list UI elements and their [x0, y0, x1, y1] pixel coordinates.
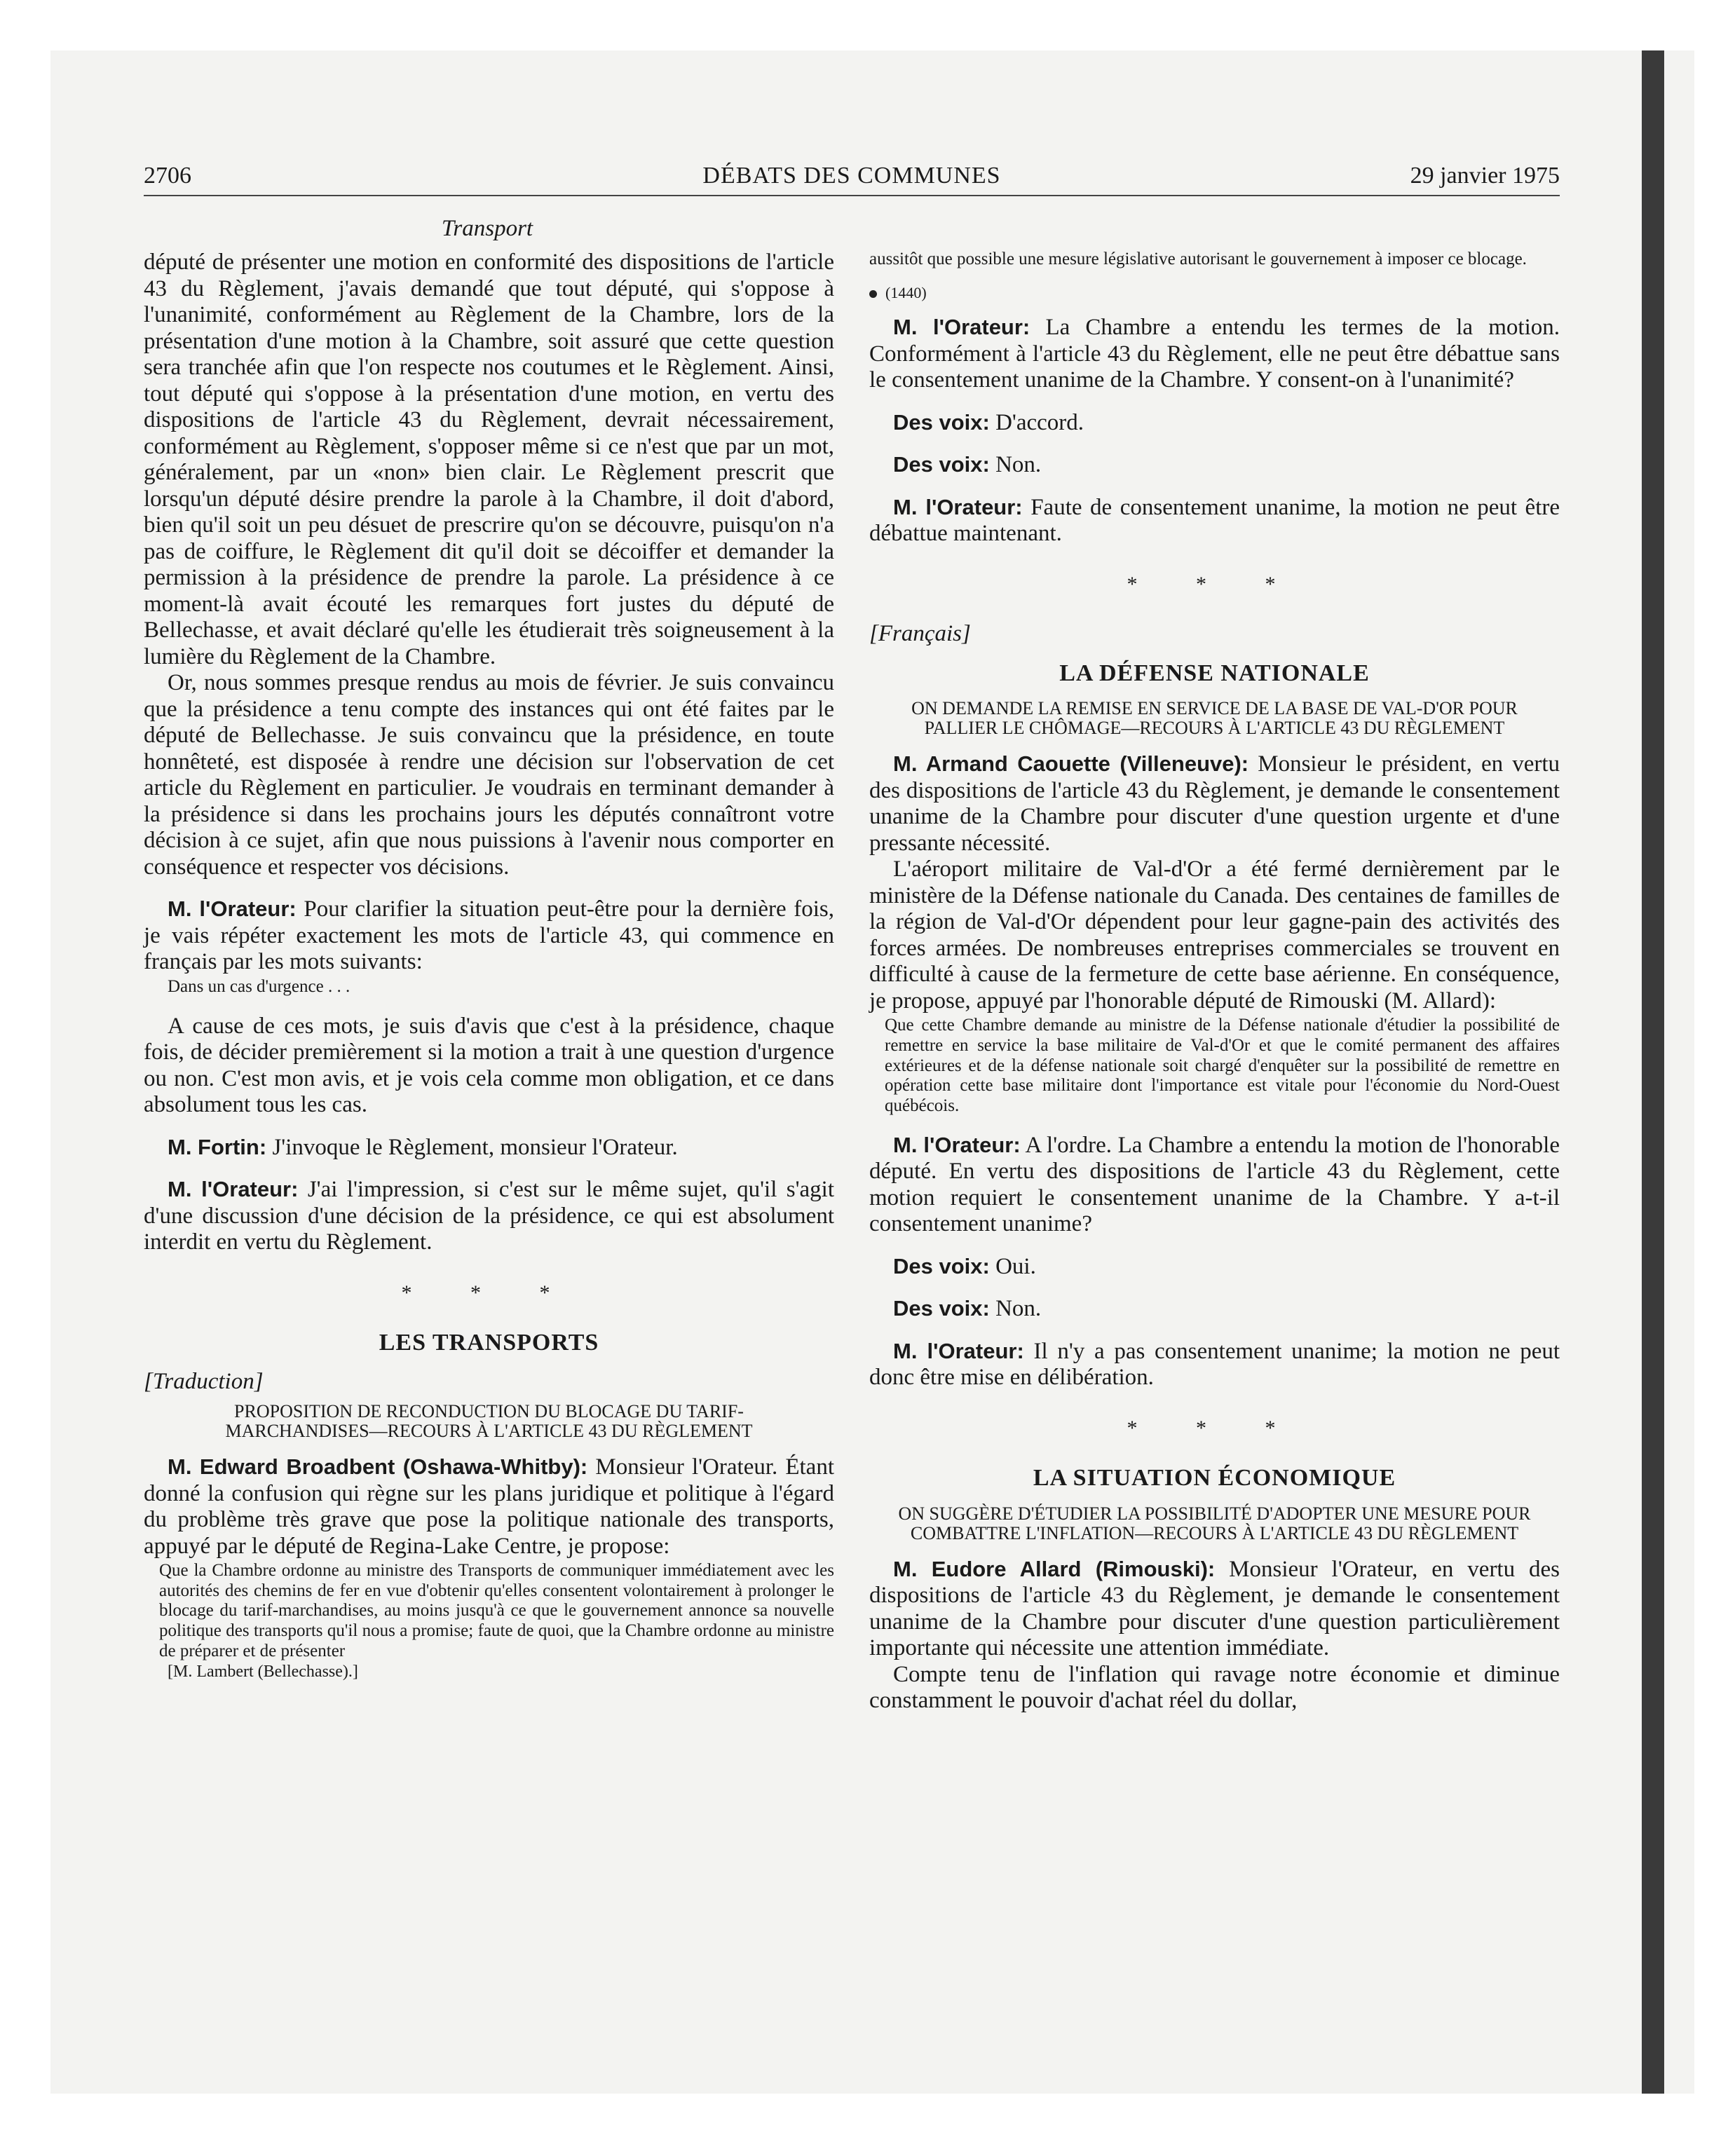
speaker-name: M. l'Orateur:: [168, 896, 297, 921]
speaker-name: M. l'Orateur:: [168, 1177, 299, 1201]
signature-line: [M. Lambert (Bellechasse).]: [168, 1662, 358, 1681]
section-title: LA SITUATION ÉCONOMIQUE: [1033, 1465, 1396, 1492]
page-header: [144, 163, 1560, 195]
speech: [869, 1556, 1560, 1662]
section-separator: * * *: [1127, 572, 1302, 596]
motion-continuation: [869, 250, 1560, 270]
section-subtitle: PROPOSITION DE RECONDUCTION DU BLOCAGE DU TARIF-MARCHANDISES—RECOURS À L'ARTICLE 43 DU RÈGLEMENT: [225, 1401, 753, 1441]
section-subtitle: ON DEMANDE LA REMISE EN SERVICE DE LA BASE DE VAL-D'OR POUR PALLIER LE CHÔMAGE—RECOURS À L'ARTICLE 43 DU RÈGLEMENT: [911, 698, 1518, 739]
page-date: 29 janvier 1975: [1410, 163, 1560, 189]
left-column: [144, 250, 834, 1681]
speaker-name: M. Edward Broadbent (Oshawa-Whitby):: [168, 1454, 588, 1479]
speech: [144, 1176, 834, 1256]
paragraph: A cause de ces mots, je suis d'avis que c'est à la présidence, chaque fois, de décider premièrement si la motion a trait à une question d'urgence ou non. C'est mon avis, et je vois cela comme mon obligation, et ce dans absolument tous les cas.: [144, 1013, 834, 1117]
speaker-name: M. l'Orateur:: [893, 315, 1030, 340]
motion-text: [885, 1016, 1560, 1117]
speech-text: Non.: [995, 1296, 1042, 1322]
motion-paragraph: Que cette Chambre demande au ministre de la Défense nationale d'étudier la possibilité de remettre en service la base militaire de Val-d'Or et que le comité permanent des affaires extérieures et de la défense nationale soit chargé d'enquêter sur la possibilité de remettre en opération cette base militaire dont l'importance est vitale pour l'économie du Nord-Ouest québécois.: [885, 1016, 1560, 1116]
speech: [869, 494, 1560, 547]
speech-text: D'accord.: [995, 409, 1084, 435]
speaker-name: Des voix:: [893, 452, 990, 477]
motion-paragraph: aussitôt que possible une mesure législative autorisant le gouvernement à imposer ce blocage.: [869, 250, 1527, 268]
speech-text: Il n'y a pas consentement unanime; la motion ne peut donc être mise en délibération.: [869, 1338, 1560, 1391]
speaker-name: Des voix:: [893, 1253, 990, 1278]
page-number: 2706: [144, 163, 191, 189]
paragraph: Or, nous sommes presque rendus au mois de février. Je suis convaincu que la présidence a tenu compte des instances qui ont été faites par le député de Bellechasse. Je suis convaincu que la présidence, en toute honnêteté, est disposée à rendre une décision sur l'observation de cet article du Règlement en particulier. Je voudrais en terminant demander à la présidence si dans les prochains jours les députés connaîtront votre décision à ce sujet, afin que nous puissions à l'avenir nous comporter en conséquence et respecter vos décisions.: [144, 670, 834, 880]
speaker-name: M. Armand Caouette (Villeneuve):: [893, 751, 1249, 777]
speaker-name: M. l'Orateur:: [893, 494, 1023, 519]
paragraph: Compte tenu de l'inflation qui ravage notre économie et diminue constamment le pouvoir d'achat réel du dollar,: [869, 1661, 1560, 1714]
running-head: Transport: [441, 216, 533, 241]
speech: [869, 314, 1560, 394]
time-marker-text: (1440): [885, 283, 927, 301]
speech-text: Monsieur l'Orateur, en vertu des dispositions de l'article 43 du Règlement, je demande le consentement unanime de la Chambre pour discuter d'une question particulièrement importante qui nécessite une attention immédiate.: [869, 1556, 1560, 1661]
speech: [869, 451, 1560, 479]
speaker-name: Des voix:: [893, 1296, 990, 1321]
speaker-name: M. l'Orateur:: [893, 1338, 1024, 1363]
motion-paragraph: Que la Chambre ordonne au ministre des Transports de communiquer immédiatement avec les autorités des chemins de fer en vue d'obtenir qu'elles consentent volontairement à prolonger le blocage du tarif-marchandises, au moins jusqu'à ce que le gouvernement annonce sa nouvelle politique des transports qu'il nous a promise; faute de quoi, que la Chambre ordonne au ministre de préparer et de présenter: [159, 1561, 834, 1660]
motion-text: [159, 1561, 834, 1662]
speech: [869, 409, 1560, 437]
speech: [869, 751, 1560, 857]
speaker-name: M. l'Orateur:: [893, 1132, 1021, 1157]
speech-text: A l'ordre. La Chambre a entendu la motion de l'honorable député. En vertu des dispositions de l'article 43 du Règlement, cette motion requiert le consentement unanime de la Chambre. Y a-t-il consentement unanime?: [869, 1132, 1560, 1237]
speech: [144, 896, 834, 976]
paragraph: député de présenter une motion en conformité des dispositions de l'article 43 du Règlement, j'avais demandé que tout député, qui s'oppose à l'unanimité, conformément au Règlement de la Chambre, lors de la présentation d'une motion à la Chambre, soit assuré que cette question sera tranchée afin que l'on respecte nos coutumes et le Règlement. Ainsi, tout député qui s'oppose à la présentation d'une motion, en vertu des dispositions de l'article 43 du Règlement, devrait nécessairement, conformément au Règlement, s'opposer même si ce n'est que par un mot, généralement, par un «non» bien clair. Le Règlement prescrit que lorsqu'un député désire prendre la parole à la Chambre, il doit d'abord, bien qu'il soit un peu désuet de prescrire qu'on se découvre, puisqu'on n'a pas de coiffure, le Règlement dit qu'il doit se décoiffer et demander la permission à la présidence de prendre la parole. La présidence à ce moment-là avait écouté les remarques fort justes du député de Bellechasse, et avait déclaré qu'elle les étudierait très soigneusement à la lumière du Règlement de la Chambre.: [144, 250, 834, 669]
right-column: [869, 250, 1560, 1714]
speech: [869, 1132, 1560, 1238]
time-marker: [869, 280, 1560, 306]
speech-text: La Chambre a entendu les termes de la motion. Conformément à l'article 43 du Règlement, elle ne peut être débattue sans le consentement unanime de la Chambre. Y consent-on à l'unanimité?: [869, 315, 1560, 393]
speech-text: Pour clarifier la situation peut-être pour la dernière fois, je vais répéter exactement les mots de l'article 43, qui commence en français par les mots suivants:: [144, 896, 835, 974]
speech-text: Oui.: [995, 1253, 1036, 1279]
speaker-name: M. Eudore Allard (Rimouski):: [893, 1556, 1216, 1581]
speech-text: Non.: [995, 452, 1042, 478]
speech: [869, 1295, 1560, 1323]
header-rule: [144, 195, 1560, 196]
speech: [144, 1134, 834, 1161]
language-tag: [Traduction]: [144, 1368, 264, 1394]
speech: [144, 1454, 834, 1560]
speech-text: Faute de consentement unanime, la motion ne peut être débattue maintenant.: [869, 494, 1560, 547]
bullet-icon: [869, 290, 877, 298]
speech-text: J'ai l'impression, si c'est sur le même sujet, qu'il s'agit d'une discussion d'une décision de la présidence, ce qui est absolument interdit en vertu du Règlement.: [144, 1177, 834, 1255]
speech-text: Monsieur le président, en vertu des dispositions de l'article 43 du Règlement, je demande le consentement unanime de la Chambre pour discuter d'une question urgente et d'une pressante nécessité.: [869, 751, 1560, 856]
speech-text: J'invoque le Règlement, monsieur l'Orateur.: [272, 1134, 678, 1160]
language-tag: [Français]: [869, 621, 971, 647]
paragraph: L'aéroport militaire de Val-d'Or a été fermé dernièrement par le ministère de la Défense nationale du Canada. Des centaines de familles de la région de Val-d'Or dépendent pour leur gagne-pain des activités des forces armées. De nombreuses entreprises commerciales se trouvent en difficulté à cause de la fermeture de cette base aérienne. En conséquence, je propose, appuyé par l'honorable député de Rimouski (M. Allard):: [869, 857, 1560, 1014]
speaker-name: M. Fortin:: [168, 1134, 267, 1159]
binding-edge: [1642, 50, 1664, 2094]
section-subtitle: ON SUGGÈRE D'ÉTUDIER LA POSSIBILITÉ D'ADOPTER UNE MESURE POUR COMBATTRE L'INFLATION—RECOURS À L'ARTICLE 43 DU RÈGLEMENT: [898, 1503, 1531, 1543]
quotation: Dans un cas d'urgence . . .: [168, 976, 351, 996]
section-title: LES TRANSPORTS: [379, 1330, 599, 1356]
speech-text: Monsieur l'Orateur. Étant donné la confusion qui règne sur les plans juridique et politique à l'égard du problème très grave que pose la politique nationale des transports, appuyé par le député de Regina-Lake Centre, je propose:: [144, 1454, 834, 1559]
speech: [869, 1253, 1560, 1281]
journal-title: DÉBATS DES COMMUNES: [702, 163, 1001, 189]
section-title: LA DÉFENSE NATIONALE: [1059, 660, 1370, 686]
section-separator: * * *: [401, 1281, 577, 1304]
section-separator: * * *: [1127, 1416, 1302, 1440]
speaker-name: Des voix:: [893, 409, 990, 435]
speech: [869, 1338, 1560, 1391]
